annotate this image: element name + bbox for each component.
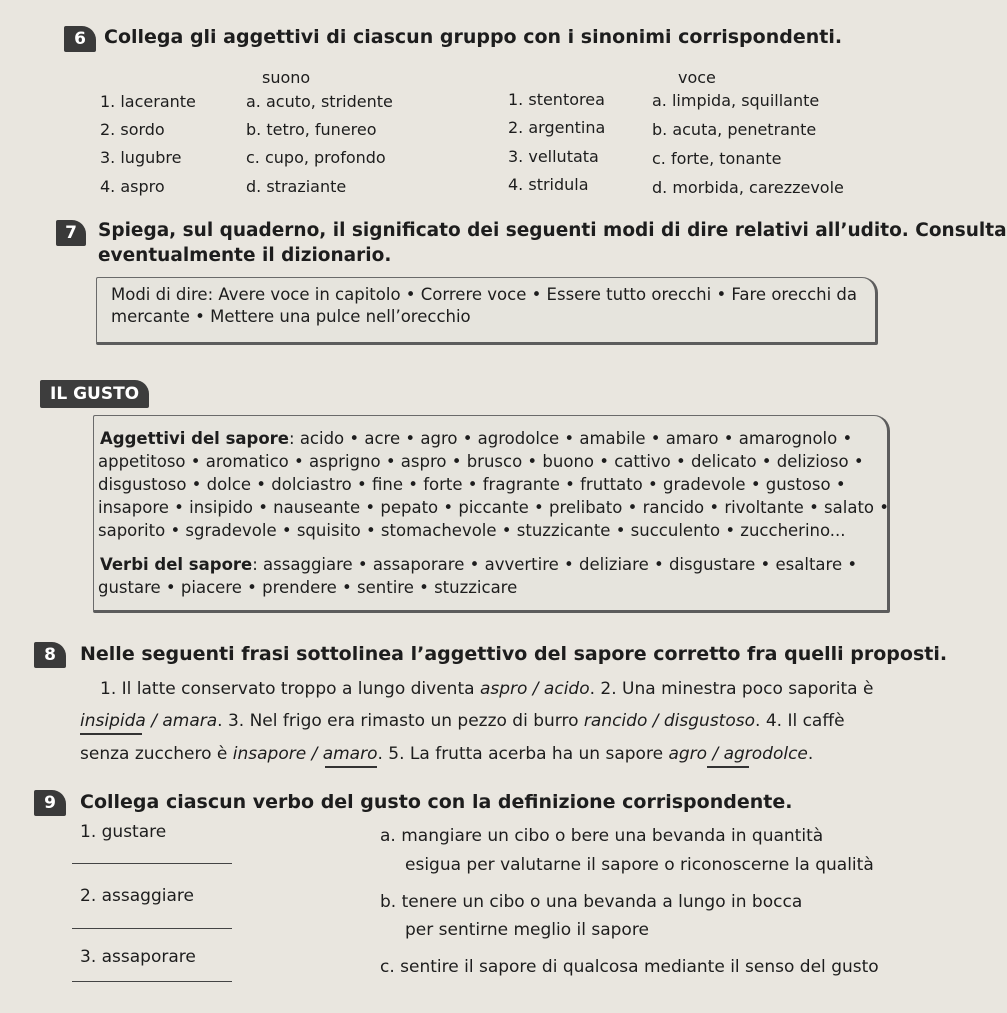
exercise-9-number: 9 (34, 790, 66, 816)
exercise-8-title: Nelle seguenti frasi sottolinea l’aggettivo del sapore corretto fra quelli proposti. (80, 643, 948, 665)
verb-1-separator (72, 863, 232, 864)
sentence-5-text: . 5. La frutta acerba ha un sapore (377, 744, 669, 764)
idioms-label: Modi di dire (111, 285, 208, 304)
sentence-4-text-cont: senza zucchero è (80, 744, 233, 764)
definition-b-line1: b. tenere un cibo o una bevanda a lungo in bocca (380, 892, 803, 912)
suono-left-3: 3. lugubre (100, 148, 182, 167)
sentence-3-text: . 3. Nel frigo era rimasto un pezzo di burro (217, 711, 584, 731)
exercise-6-title: Collega gli aggettivi di ciascun gruppo con i sinonimi corrispondenti. (104, 26, 843, 48)
sentence-5-options: agro / agrodolce (668, 744, 808, 764)
exercise-7-number: 7 (56, 220, 86, 246)
sentence-2-options: insipida / amara (80, 711, 218, 731)
idioms-line1 (111, 284, 857, 306)
underline-agro (707, 766, 749, 768)
adjectives-label: Aggettivi del sapore (100, 429, 290, 448)
sentences-line3 (80, 740, 813, 768)
sentence-2-text: . 2. Una minestra poco saporita è (589, 679, 874, 699)
sentence-5-end: . (807, 744, 814, 764)
verb-2: 2. assaggiare (80, 886, 194, 906)
voce-left-4: 4. stridula (508, 175, 589, 194)
verb-3-separator (72, 981, 232, 982)
idioms-box (96, 277, 878, 345)
adjectives-line5: saporito • sgradevole • squisito • stomachevole • stuzzicante • succulento • zuccherino... (98, 521, 846, 540)
definition-b-line2: per sentirne meglio il sapore (405, 920, 649, 940)
exercise-9-title: Collega ciascun verbo del gusto con la definizione corrispondente. (80, 791, 793, 813)
sentence-3-options: rancido / disgustoso (583, 711, 756, 731)
verb-1: 1. gustare (80, 822, 167, 842)
verbs-list-part1: : assaggiare • assaporare • avvertire • deliziare • disgustare • esaltare • (252, 555, 858, 574)
suono-right-d: d. straziante (246, 177, 347, 196)
suono-right-c: c. cupo, profondo (246, 148, 386, 167)
voce-right-a: a. limpida, squillante (652, 91, 820, 110)
idioms-list-part1: : Avere voce in capitolo • Correre voce • Essere tutto orecchi • Fare orecchi da (207, 285, 858, 304)
verb-3: 3. assaporare (80, 947, 196, 967)
adjectives-line2: appetitoso • aromatico • asprigno • aspro • brusco • buono • cattivo • delicato • delizioso • (98, 452, 864, 471)
sentences-line2 (80, 707, 845, 735)
voce-right-c: c. forte, tonante (652, 149, 782, 168)
voce-left-2: 2. argentina (508, 118, 606, 137)
verbs-line1 (100, 554, 857, 576)
suono-left-2: 2. sordo (100, 120, 165, 139)
voce-left-1: 1. stentorea (508, 90, 605, 109)
taste-vocabulary-box (93, 415, 890, 613)
definition-c-line1: c. sentire il sapore di qualcosa mediante il senso del gusto (380, 957, 879, 977)
suono-right-a: a. acuto, stridente (246, 92, 393, 111)
section-title-il-gusto: IL GUSTO (40, 380, 149, 408)
definition-a-line1: a. mangiare un cibo o bere una bevanda in quantità (380, 826, 824, 846)
suono-left-4: 4. aspro (100, 177, 165, 196)
suono-left-1: 1. lacerante (100, 92, 196, 111)
sentence-1-text: 1. Il latte conservato troppo a lungo diventa (100, 679, 480, 699)
verbs-label: Verbi del sapore (100, 555, 253, 574)
verbs-line2: gustare • piacere • prendere • sentire • stuzzicare (98, 578, 518, 597)
voce-heading: voce (678, 68, 716, 87)
verb-2-separator (72, 928, 232, 929)
suono-right-b: b. tetro, funereo (246, 120, 377, 139)
voce-left-3: 3. vellutata (508, 147, 599, 166)
voce-right-d: d. morbida, carezzevole (652, 178, 844, 197)
underline-insipida (80, 733, 142, 735)
exercise-7-title-line1: Spiega, sul quaderno, il significato dei seguenti modi di dire relativi all’udito. Consulta (98, 220, 1007, 241)
exercise-8-number: 8 (34, 642, 66, 668)
adjectives-line3: disgustoso • dolce • dolciastro • fine • forte • fragrante • fruttato • gradevole • gustoso • (98, 475, 846, 494)
adjectives-line4: insapore • insipido • nauseante • pepato • piccante • prelibato • rancido • rivoltante • salato • (98, 498, 890, 517)
exercise-6-number: 6 (64, 26, 96, 52)
suono-heading: suono (262, 68, 311, 87)
sentence-4-options: insapore / amaro (232, 744, 378, 764)
underline-amaro (325, 766, 377, 768)
adjectives-line1 (100, 428, 852, 450)
sentence-4-text: . 4. Il caffè (755, 711, 845, 731)
sentence-1-options: aspro / acido (479, 679, 590, 699)
exercise-7-title-line2: eventualmente il dizionario. (98, 245, 392, 266)
adjectives-list-part1: : acido • acre • agro • agrodolce • amabile • amaro • amarognolo • (289, 429, 853, 448)
definition-a-line2: esigua per valutarne il sapore o riconoscerne la qualità (405, 855, 874, 875)
idioms-line2: mercante • Mettere una pulce nell’orecchio (111, 307, 471, 326)
voce-right-b: b. acuta, penetrante (652, 120, 817, 139)
sentences-line1 (100, 675, 873, 703)
